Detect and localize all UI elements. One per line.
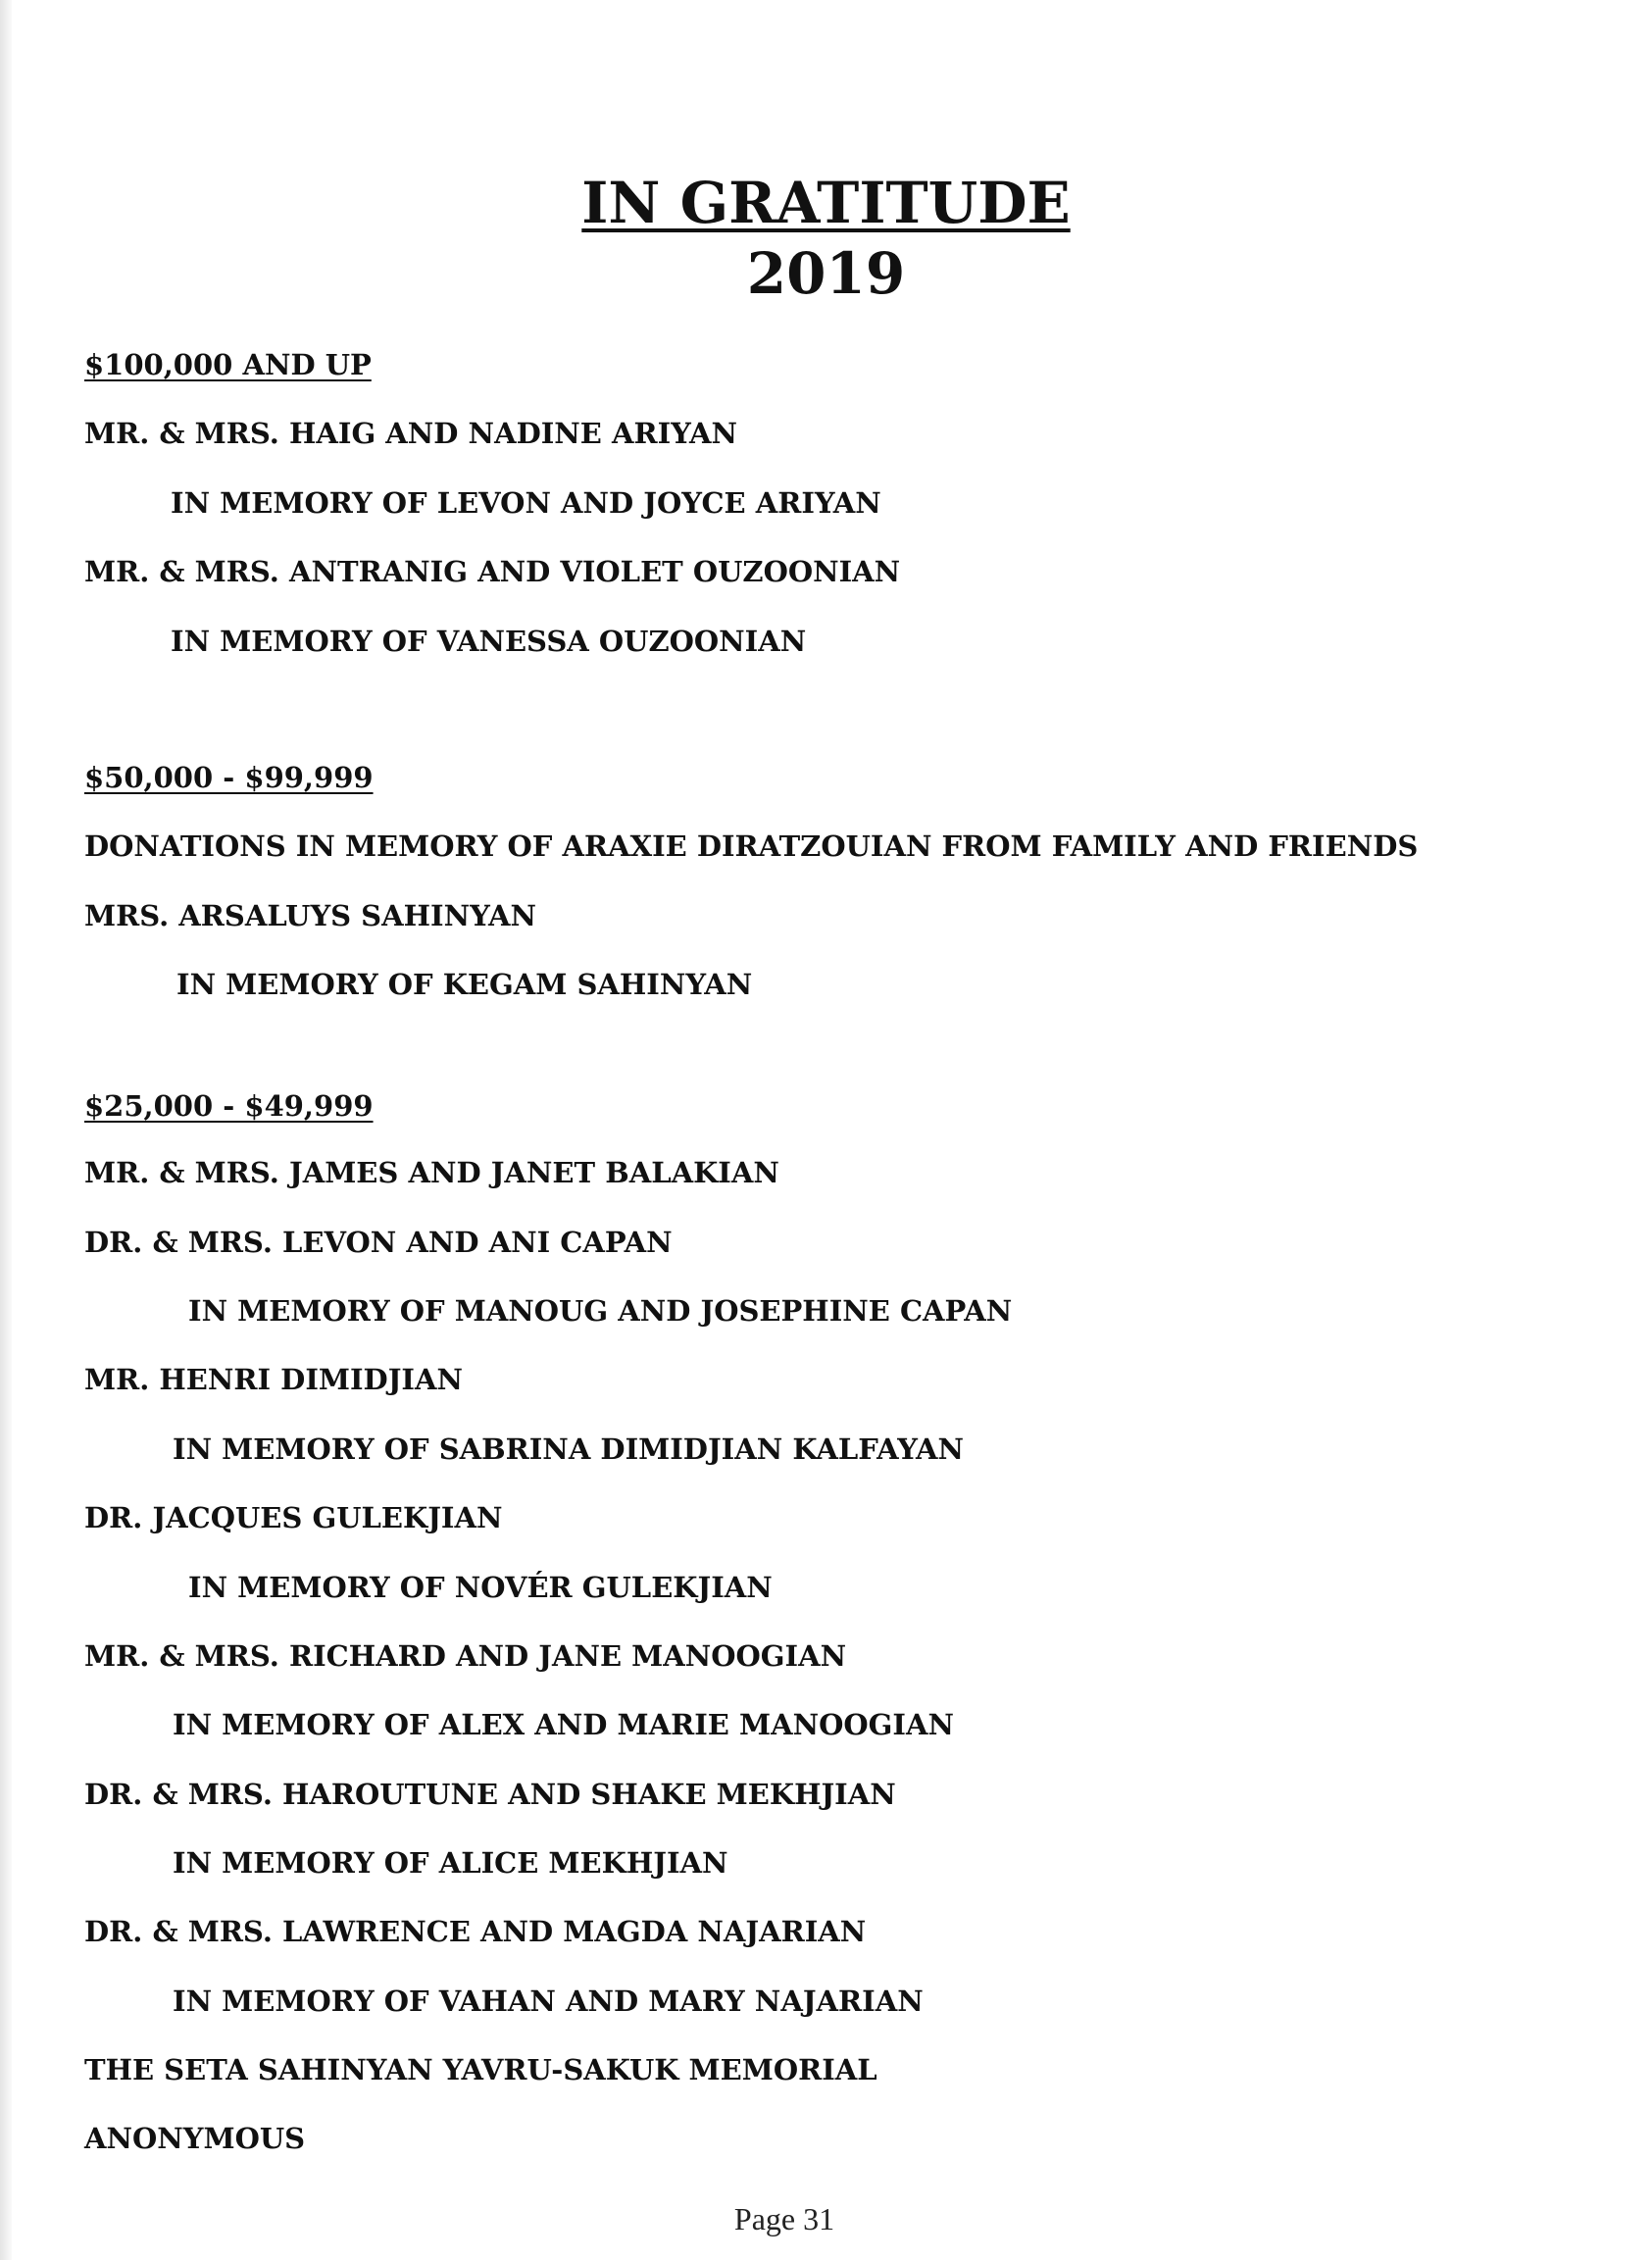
donor-entry: MR. & MRS. JAMES AND JANET BALAKIAN: [84, 1156, 779, 1189]
donor-entry: MR. & MRS. RICHARD AND JANE MANOOGIAN: [84, 1639, 847, 1673]
memorial-entry: IN MEMORY OF SABRINA DIMIDJIAN KALFAYAN: [173, 1432, 965, 1466]
section-heading-50000-99999: $50,000 - $99,999: [84, 761, 374, 794]
memorial-entry: IN MEMORY OF KEGAM SAHINYAN: [176, 968, 753, 1001]
page-number: Page 31: [733, 2201, 835, 2236]
memorial-entry: IN MEMORY OF ALEX AND MARIE MANOOGIAN: [173, 1708, 954, 1741]
memorial-entry: IN MEMORY OF VANESSA OUZOONIAN: [171, 625, 807, 658]
memorial-entry: IN MEMORY OF ALICE MEKHJIAN: [173, 1846, 728, 1880]
donor-entry: ANONYMOUS: [84, 2122, 306, 2155]
page-edge-shadow: [0, 0, 12, 2260]
donor-entry: MR. & MRS. ANTRANIG AND VIOLET OUZOONIAN: [84, 555, 901, 588]
donor-entry: MR. & MRS. HAIG AND NADINE ARIYAN: [84, 417, 738, 450]
donor-entry: MR. HENRI DIMIDJIAN: [84, 1363, 463, 1396]
donor-entry: DONATIONS IN MEMORY OF ARAXIE DIRATZOUIAN FROM FAMILY AND FRIENDS: [84, 829, 1419, 863]
donor-entry: DR. & MRS. LAWRENCE AND MAGDA NAJARIAN: [84, 1915, 867, 1948]
donor-entry: DR. & MRS. HAROUTUNE AND SHAKE MEKHJIAN: [84, 1778, 896, 1811]
section-heading-100000-and-up: $100,000 AND UP: [84, 348, 372, 381]
memorial-entry: IN MEMORY OF NOVÉR GULEKJIAN: [188, 1571, 773, 1604]
memorial-entry: IN MEMORY OF MANOUG AND JOSEPHINE CAPAN: [188, 1294, 1013, 1328]
page-year: 2019: [746, 240, 906, 307]
donor-entry: DR. & MRS. LEVON AND ANI CAPAN: [84, 1226, 673, 1259]
memorial-entry: IN MEMORY OF LEVON AND JOYCE ARIYAN: [171, 486, 881, 520]
donor-entry: MRS. ARSALUYS SAHINYAN: [84, 899, 536, 932]
page-title-text: IN GRATITUDE: [581, 170, 1071, 236]
donor-entry: DR. JACQUES GULEKJIAN: [84, 1501, 503, 1534]
section-heading-25000-49999: $25,000 - $49,999: [84, 1089, 374, 1123]
memorial-entry: IN MEMORY OF VAHAN AND MARY NAJARIAN: [173, 1984, 924, 2018]
page-title: [0, 169, 1652, 237]
donor-entry: THE SETA SAHINYAN YAVRU-SAKUK MEMORIAL: [84, 2053, 877, 2086]
